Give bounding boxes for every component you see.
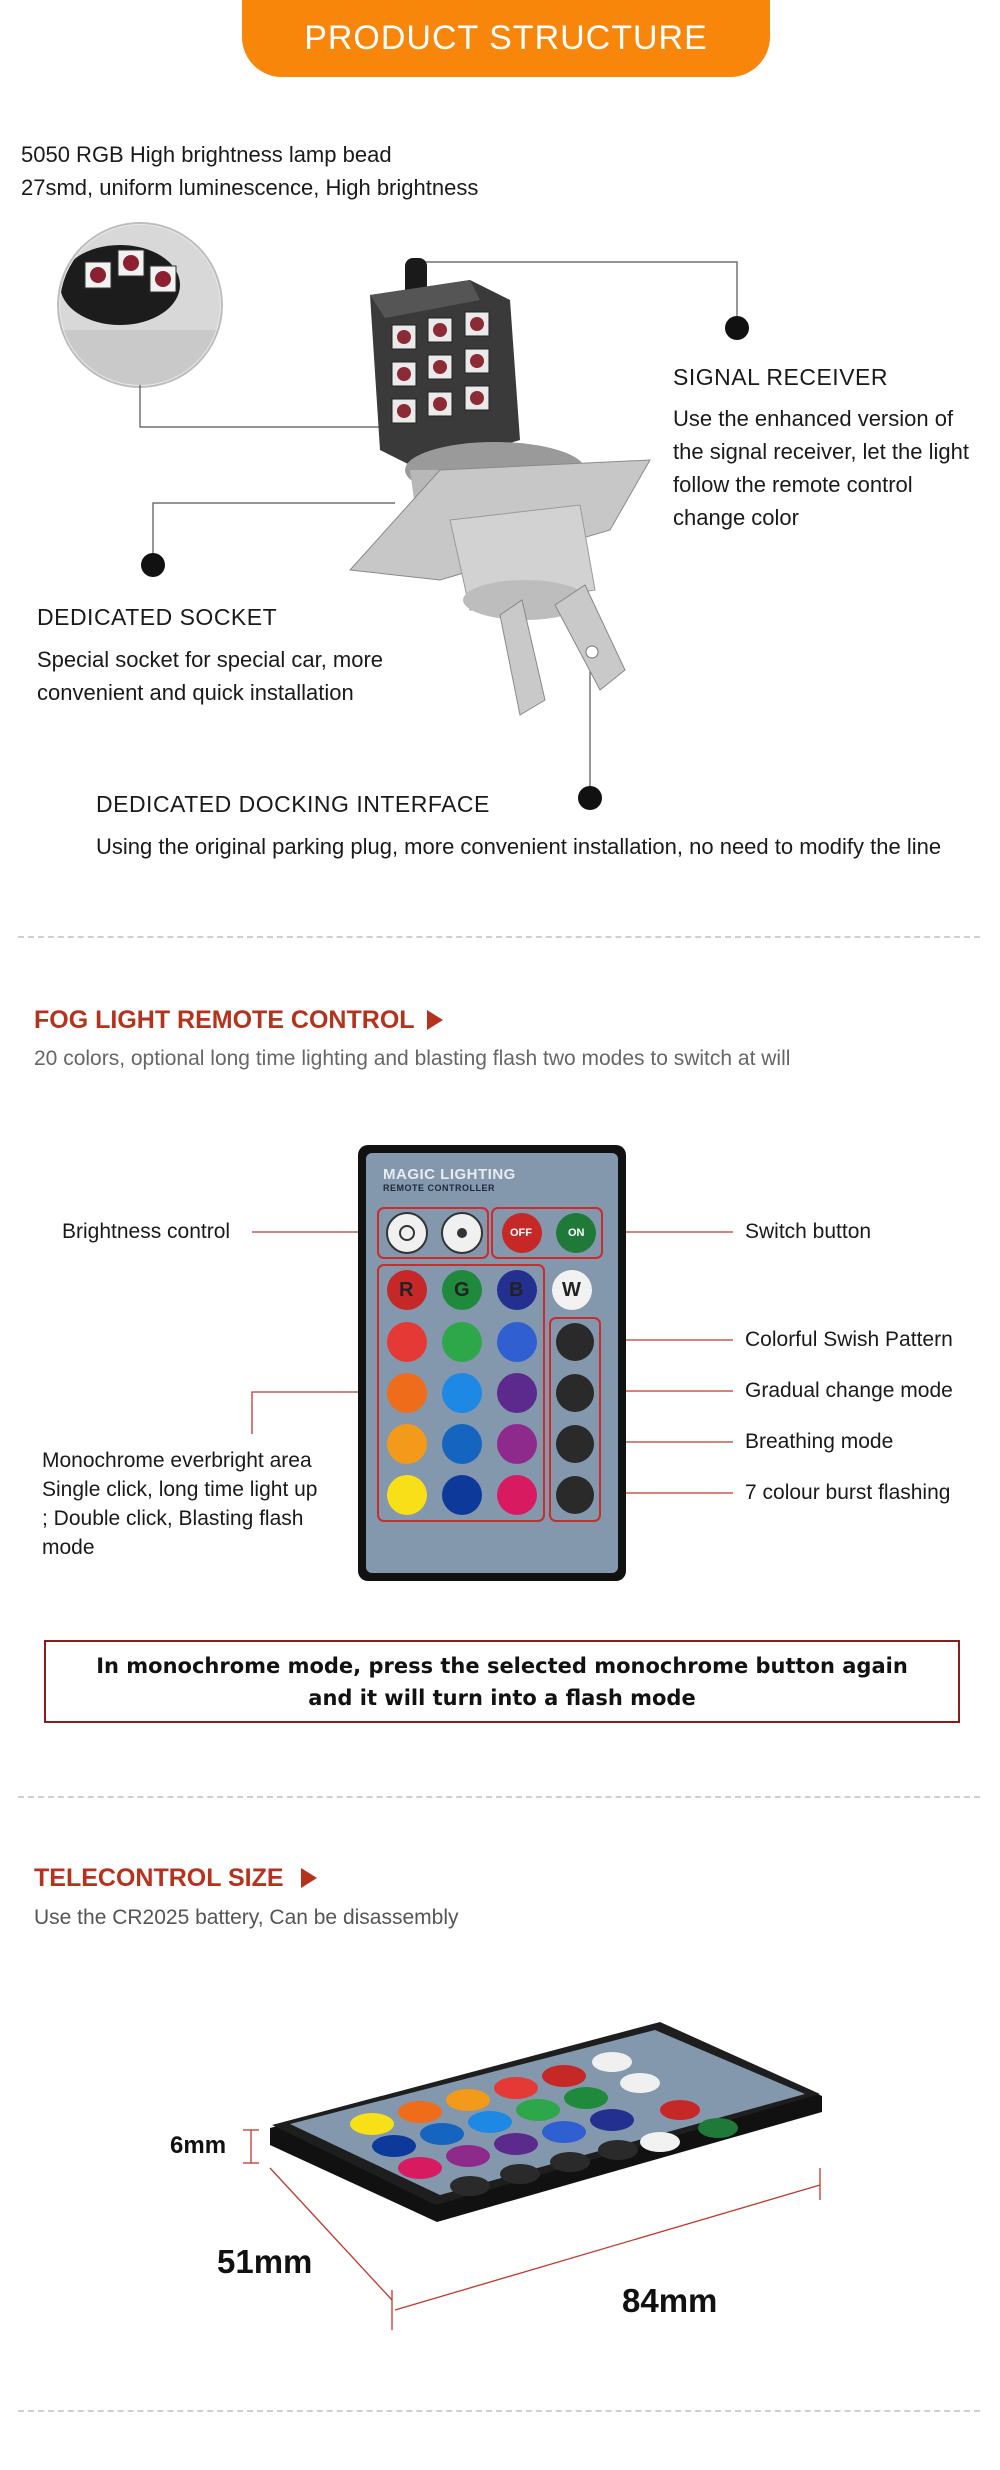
remote-on-label: ON bbox=[568, 1227, 585, 1239]
receiver-desc-1: Use the enhanced version of bbox=[673, 406, 954, 431]
label-brightness-control: Brightness control bbox=[62, 1220, 231, 1243]
size-section-title-text: TELECONTROL SIZE bbox=[34, 1864, 284, 1892]
socket-title: DEDICATED SOCKET bbox=[37, 604, 278, 630]
remote-brand: MAGIC LIGHTING bbox=[383, 1166, 516, 1183]
label-switch-button: Switch button bbox=[745, 1220, 872, 1243]
remote-off-label: OFF bbox=[510, 1227, 532, 1239]
remote-g-label: G bbox=[454, 1279, 470, 1301]
receiver-desc-3: follow the remote control bbox=[673, 472, 913, 497]
mono-line-3: ; Double click, Blasting flash bbox=[42, 1507, 304, 1530]
flash-note-line-2: and it will turn into a flash mode bbox=[308, 1685, 696, 1710]
page-title: PRODUCT STRUCTURE bbox=[304, 19, 708, 57]
socket-desc-1: Special socket for special car, more bbox=[37, 647, 384, 672]
label-gradual-change: Gradual change mode bbox=[745, 1379, 953, 1402]
length-label: 84mm bbox=[622, 2282, 718, 2319]
section-divider bbox=[18, 2410, 980, 2412]
size-section-subtitle: Use the CR2025 battery, Can be disassembly bbox=[34, 1906, 459, 1929]
remote-section-subtitle: 20 colors, optional long time lighting and blasting flash two modes to switch at will bbox=[34, 1047, 791, 1070]
socket-desc-2: convenient and quick installation bbox=[37, 680, 354, 705]
mono-line-4: mode bbox=[42, 1536, 95, 1559]
label-breathing-mode: Breathing mode bbox=[745, 1430, 894, 1453]
label-burst-flashing: 7 colour burst flashing bbox=[745, 1481, 951, 1504]
remote-brand-sub: REMOTE CONTROLLER bbox=[383, 1183, 495, 1193]
lamp-bead-line-2: 27smd, uniform luminescence, High brightness bbox=[21, 175, 479, 200]
mono-line-2: Single click, long time light up bbox=[42, 1478, 318, 1501]
dock-title: DEDICATED DOCKING INTERFACE bbox=[96, 791, 490, 817]
receiver-desc-4: change color bbox=[673, 505, 799, 530]
receiver-title: SIGNAL RECEIVER bbox=[673, 364, 888, 390]
thickness-label: 6mm bbox=[170, 2132, 227, 2159]
mono-line-1: Monochrome everbright area bbox=[42, 1449, 312, 1472]
dock-desc-1: Using the original parking plug, more convenient installation, no need to modify the line bbox=[96, 834, 942, 859]
flash-note-line-1: In monochrome mode, press the selected monochrome button again bbox=[96, 1653, 908, 1678]
remote-section-title-text: FOG LIGHT REMOTE CONTROL bbox=[34, 1006, 415, 1034]
remote-perspective bbox=[270, 2022, 822, 2222]
lamp-bead-line-1: 5050 RGB High brightness lamp bead bbox=[21, 142, 392, 167]
receiver-desc-2: the signal receiver, let the light bbox=[673, 439, 969, 464]
label-swish-pattern: Colorful Swish Pattern bbox=[745, 1328, 953, 1351]
remote-w-label: W bbox=[562, 1279, 581, 1301]
width-label: 51mm bbox=[217, 2243, 313, 2280]
remote-b-label: B bbox=[509, 1279, 524, 1301]
remote-r-label: R bbox=[399, 1279, 414, 1301]
